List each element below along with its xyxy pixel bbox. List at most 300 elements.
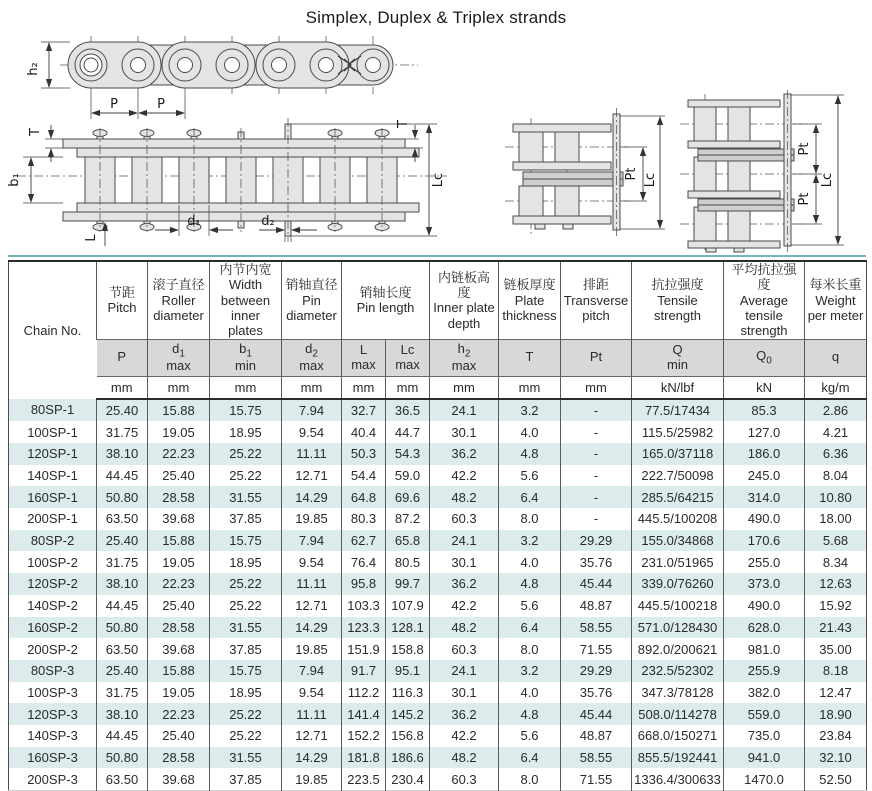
column-unit: kg/m [805,376,867,399]
value-cell: 14.29 [282,486,342,508]
column-header-cn: 内链板高度 [438,269,491,300]
value-cell: 15.75 [210,530,282,552]
value-cell: 19.85 [282,508,342,530]
value-cell: 38.10 [97,573,148,595]
value-cell: 232.5/52302 [632,660,724,682]
value-cell: 628.0 [724,617,805,639]
value-cell: 85.3 [724,399,805,422]
value-cell: 31.55 [210,486,282,508]
value-cell: 8.34 [805,551,867,573]
value-cell: 941.0 [724,747,805,769]
column-symbol [342,339,386,376]
value-cell: 14.29 [282,617,342,639]
value-cell: 25.40 [97,399,148,422]
value-cell: 48.87 [561,595,632,617]
symbol-qualifier: min [667,356,688,372]
diagram-chain-plan-view [5,112,455,250]
value-cell: 285.5/64215 [632,486,724,508]
table-row [9,465,867,487]
value-cell: 36.2 [430,703,499,725]
chain-no-cell: 200SP-2 [27,641,78,657]
value-cell: 152.2 [342,725,386,747]
spec-table [8,260,867,791]
symbol-qualifier: max [351,356,376,372]
symbol-text: P [117,349,127,365]
value-cell: 42.2 [430,725,499,747]
symbol-text: q [831,349,840,365]
column-symbol [499,339,561,376]
value-cell: 4.8 [499,443,561,465]
column-header-cn: 每米长重 [809,277,862,293]
value-cell: 19.05 [148,421,210,443]
column-header-en: Average tensile strength [739,292,789,339]
value-cell: 5.68 [805,530,867,552]
value-cell: 10.80 [805,486,867,508]
dim-label-p1: P [110,97,118,112]
dim-label-pt2: Pt [797,192,812,206]
value-cell: 9.54 [282,551,342,573]
value-cell: 155.0/34868 [632,530,724,552]
value-cell: 123.3 [342,617,386,639]
value-cell: 63.50 [97,508,148,530]
symbol-qualifier: max [166,358,191,374]
value-cell: 115.5/25982 [632,421,724,443]
value-cell: 6.4 [499,617,561,639]
value-cell: 25.22 [210,465,282,487]
value-cell: 445.5/100218 [632,595,724,617]
symbol-qualifier: min [235,358,256,374]
symbol-text: $d_1$ [172,340,185,360]
value-cell: 7.94 [282,530,342,552]
value-cell: 24.1 [430,530,499,552]
table-row [9,399,867,422]
value-cell: 30.1 [430,421,499,443]
value-cell: 6.4 [499,486,561,508]
value-cell: 5.6 [499,595,561,617]
column-symbol [148,339,210,376]
value-cell: 18.00 [805,508,867,530]
value-cell: 12.71 [282,725,342,747]
chain-no-cell: 100SP-3 [27,684,78,700]
value-cell: 339.0/76260 [632,573,724,595]
value-cell: 735.0 [724,725,805,747]
chain-no-cell: 120SP-1 [27,446,78,462]
value-cell: 222.7/50098 [632,465,724,487]
value-cell: 25.40 [148,595,210,617]
value-cell: - [561,399,632,422]
value-cell: 80.5 [386,551,430,573]
chain-no-cell: 160SP-1 [27,489,78,505]
value-cell: 29.29 [561,530,632,552]
chain-no-cell: 120SP-2 [27,576,78,592]
symbol-text: L [359,342,368,358]
value-cell: 29.29 [561,660,632,682]
value-cell: 87.2 [386,508,430,530]
value-cell: 40.4 [342,421,386,443]
value-cell: 3.2 [499,660,561,682]
value-cell: 45.44 [561,703,632,725]
value-cell: 44.7 [386,421,430,443]
value-cell: 107.9 [386,595,430,617]
column-header-en: Transverse pitch [563,292,629,323]
column-unit: mm [282,376,342,399]
value-cell: 127.0 [724,421,805,443]
value-cell: 39.68 [148,638,210,660]
value-cell: 255.0 [724,551,805,573]
value-cell: 42.2 [430,465,499,487]
table-row [9,530,867,552]
column-symbol [386,339,430,376]
value-cell: 44.45 [97,465,148,487]
value-cell: 48.2 [430,486,499,508]
value-cell: 8.0 [499,768,561,790]
value-cell: 4.0 [499,682,561,704]
value-cell: 223.5 [342,768,386,790]
value-cell: 65.8 [386,530,430,552]
value-cell: 58.55 [561,617,632,639]
column-header [632,261,724,339]
value-cell: 60.3 [430,508,499,530]
value-cell: 230.4 [386,768,430,790]
value-cell: 11.11 [282,443,342,465]
value-cell: 1470.0 [724,768,805,790]
column-unit: kN [724,376,805,399]
value-cell: 25.22 [210,573,282,595]
value-cell: 50.80 [97,617,148,639]
column-header-en: Roller diameter [153,292,204,323]
value-cell: 186.0 [724,443,805,465]
column-unit: mm [499,376,561,399]
value-cell: 15.75 [210,399,282,422]
column-symbol [430,339,499,376]
table-row [9,443,867,465]
value-cell: 103.3 [342,595,386,617]
value-cell: 11.11 [282,703,342,725]
dim-label-pt1: Pt [797,142,812,156]
value-cell: 18.95 [210,551,282,573]
value-cell: 12.71 [282,465,342,487]
symbol-text: $b_1$ [239,340,252,360]
value-cell: 2.86 [805,399,867,422]
value-cell: 18.90 [805,703,867,725]
value-cell: 445.5/100208 [632,508,724,530]
value-cell: 38.10 [97,443,148,465]
value-cell: 37.85 [210,508,282,530]
table-row [9,551,867,573]
value-cell: 855.5/192441 [632,747,724,769]
symbol-qualifier: max [299,358,324,374]
dim-label-d1: d₁ [187,214,201,229]
value-cell: 38.10 [97,703,148,725]
column-symbol [632,339,724,376]
value-cell: 116.3 [386,682,430,704]
value-cell: 1336.4/300633 [632,768,724,790]
table-row [9,508,867,530]
value-cell: 69.6 [386,486,430,508]
column-header-en: Pin diameter [286,292,337,323]
chain-no-header: Chain No. [23,322,82,338]
value-cell: 231.0/51965 [632,551,724,573]
value-cell: 8.04 [805,465,867,487]
value-cell: 12.47 [805,682,867,704]
value-cell: 559.0 [724,703,805,725]
column-unit: mm [97,376,148,399]
chain-no-cell: 140SP-3 [27,728,78,744]
value-cell: 12.63 [805,573,867,595]
chain-no-cell: 140SP-2 [27,598,78,614]
value-cell: 981.0 [724,638,805,660]
value-cell: 314.0 [724,486,805,508]
value-cell: 8.0 [499,638,561,660]
value-cell: 50.80 [97,486,148,508]
column-header [148,261,210,339]
column-header-en: Inner plate depth [433,300,495,331]
column-symbol [282,339,342,376]
value-cell: 156.8 [386,725,430,747]
chain-no-cell: 200SP-3 [27,771,78,787]
symbol-text: $h_2$ [457,340,471,360]
value-cell: 71.55 [561,768,632,790]
chain-no-cell: 160SP-3 [27,749,78,765]
value-cell: 35.00 [805,638,867,660]
value-cell: 7.94 [282,399,342,422]
value-cell: 15.92 [805,595,867,617]
value-cell: 6.36 [805,443,867,465]
value-cell: 42.2 [430,595,499,617]
value-cell: 71.55 [561,638,632,660]
chain-no-cell: 120SP-3 [27,706,78,722]
value-cell: 24.1 [430,399,499,422]
value-cell: 48.2 [430,747,499,769]
value-cell: 25.22 [210,725,282,747]
column-unit: mm [342,376,386,399]
dim-label-lc: Lc [431,172,446,188]
value-cell: 9.54 [282,421,342,443]
value-cell: 28.58 [148,747,210,769]
table-row [9,595,867,617]
value-cell: 15.88 [148,660,210,682]
table-row [9,747,867,769]
column-header-en: Weight per meter [807,292,864,323]
value-cell: 64.8 [342,486,386,508]
column-header [805,261,867,339]
value-cell: 60.3 [430,768,499,790]
chain-no-cell: 160SP-2 [27,619,78,635]
value-cell: 59.0 [386,465,430,487]
value-cell: 245.0 [724,465,805,487]
value-cell: 5.6 [499,725,561,747]
spec-table-body [9,399,867,791]
value-cell: 181.8 [342,747,386,769]
column-header [499,261,561,339]
value-cell: 165.0/37118 [632,443,724,465]
value-cell: 3.2 [499,530,561,552]
chain-no-cell: 100SP-1 [27,424,78,440]
value-cell: 25.40 [148,725,210,747]
value-cell: 12.71 [282,595,342,617]
table-row [9,703,867,725]
value-cell: 60.3 [430,638,499,660]
column-header [430,261,499,339]
value-cell: 36.2 [430,573,499,595]
column-header [724,261,805,339]
value-cell: 50.80 [97,747,148,769]
value-cell: 32.7 [342,399,386,422]
value-cell: 5.6 [499,465,561,487]
value-cell: 7.94 [282,660,342,682]
value-cell: 4.0 [499,551,561,573]
value-cell: 4.8 [499,573,561,595]
value-cell: 63.50 [97,768,148,790]
column-unit: mm [386,376,430,399]
value-cell: 39.68 [148,768,210,790]
value-cell: 22.23 [148,573,210,595]
column-header-cn: 销轴直径 [285,277,338,293]
chain-section [513,114,623,230]
value-cell: - [561,443,632,465]
column-header-cn: 销轴长度 [359,284,412,300]
value-cell: 22.23 [148,443,210,465]
value-cell: 91.7 [342,660,386,682]
column-header-en: Pin length [356,300,415,316]
value-cell: 63.50 [97,638,148,660]
column-symbol [210,339,282,376]
value-cell: 112.2 [342,682,386,704]
chain-no-cell: 100SP-2 [27,554,78,570]
chain-no-cell: 80SP-3 [30,663,75,679]
header-units-row [9,376,867,399]
column-header [282,261,342,339]
value-cell: - [561,508,632,530]
value-cell: 4.8 [499,703,561,725]
dim-label-l: L [84,234,99,242]
column-header-cn: 平均抗拉强度 [731,262,797,293]
value-cell: 141.4 [342,703,386,725]
value-cell: - [561,465,632,487]
spec-table-header [9,261,867,399]
value-cell: 892.0/200621 [632,638,724,660]
value-cell: 19.85 [282,768,342,790]
value-cell: 22.23 [148,703,210,725]
symbol-text: Q [672,342,683,358]
column-unit: mm [561,376,632,399]
value-cell: 24.1 [430,660,499,682]
table-row [9,682,867,704]
column-header-en: Pitch [107,300,137,316]
value-cell: 19.05 [148,551,210,573]
column-header-cn: 抗拉强度 [651,277,704,293]
value-cell: 4.0 [499,421,561,443]
value-cell: 76.4 [342,551,386,573]
dim-label-h2: h₂ [26,62,41,76]
value-cell: 9.54 [282,682,342,704]
value-cell: 15.75 [210,660,282,682]
column-unit: mm [210,376,282,399]
symbol-qualifier: max [451,358,477,374]
value-cell: 39.68 [148,508,210,530]
value-cell: 36.2 [430,443,499,465]
value-cell: 25.40 [148,465,210,487]
value-cell: 45.44 [561,573,632,595]
column-header-cn: 排距 [583,277,610,293]
value-cell: 15.88 [148,399,210,422]
column-symbol [805,339,867,376]
value-cell: 77.5/17434 [632,399,724,422]
value-cell: 18.95 [210,682,282,704]
value-cell: 23.84 [805,725,867,747]
value-cell: 158.8 [386,638,430,660]
value-cell: 668.0/150271 [632,725,724,747]
value-cell: 571.0/128430 [632,617,724,639]
chain-no-cell: 140SP-1 [27,468,78,484]
table-row [9,617,867,639]
value-cell: 54.3 [386,443,430,465]
dim-label-p2: P [157,97,165,112]
value-cell: 21.43 [805,617,867,639]
value-cell: - [561,421,632,443]
dim-label-b1: b₁ [7,173,22,187]
column-header [342,261,430,339]
dim-label-t-left: T [28,128,43,136]
value-cell: 347.3/78128 [632,682,724,704]
column-unit: kN/lbf [632,376,724,399]
value-cell: 19.85 [282,638,342,660]
value-cell: 30.1 [430,551,499,573]
value-cell: 32.10 [805,747,867,769]
table-row [9,725,867,747]
value-cell: 25.22 [210,703,282,725]
value-cell: 490.0 [724,595,805,617]
value-cell: 8.0 [499,508,561,530]
chain-section [688,94,794,252]
table-row [9,486,867,508]
value-cell: 31.75 [97,682,148,704]
column-header-cn: 内节内宽 [219,262,272,277]
value-cell: 18.95 [210,421,282,443]
symbol-text: T [525,349,534,365]
value-cell: 151.9 [342,638,386,660]
symbol-text: $Q_0$ [756,347,772,367]
value-cell: 4.21 [805,421,867,443]
chain-no-cell: 200SP-1 [27,511,78,527]
value-cell: 15.88 [148,530,210,552]
dim-label-t-right: T [396,120,411,128]
chain-no-cell: 80SP-1 [30,402,75,418]
value-cell: 95.1 [386,660,430,682]
value-cell: 37.85 [210,638,282,660]
value-cell: 50.3 [342,443,386,465]
value-cell: 48.87 [561,725,632,747]
value-cell: 373.0 [724,573,805,595]
dim-label-lc: Lc [820,172,835,188]
spec-table-wrap [8,255,866,791]
value-cell: 19.05 [148,682,210,704]
value-cell: 145.2 [386,703,430,725]
header-symbols-row [9,339,867,376]
value-cell: 44.45 [97,725,148,747]
diagram-chain-side-view [8,26,458,122]
value-cell: 11.11 [282,573,342,595]
value-cell: 52.50 [805,768,867,790]
value-cell: 31.75 [97,551,148,573]
value-cell: 28.58 [148,486,210,508]
value-cell: - [561,486,632,508]
column-unit: mm [148,376,210,399]
value-cell: 35.76 [561,551,632,573]
value-cell: 58.55 [561,747,632,769]
value-cell: 170.6 [724,530,805,552]
column-header [561,261,632,339]
